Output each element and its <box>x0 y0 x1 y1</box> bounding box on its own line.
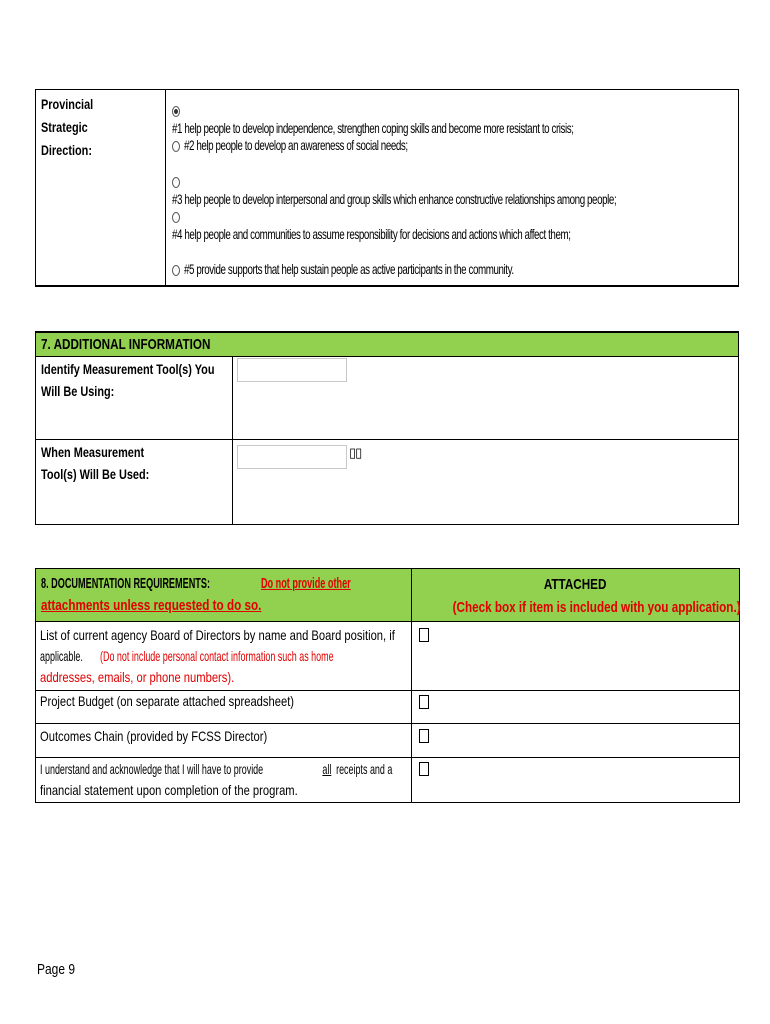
additional-information-header: 7. ADDITIONAL INFORMATION <box>36 333 738 357</box>
receipts-acknowledgement-item: I understand and acknowledge that I will have to provide all receipts and a financial statement upon completion of the program. <box>40 761 393 798</box>
missing-glyph-icons: ▯▯ <box>349 445 362 460</box>
measurement-timing-label: When Measurement Tool(s) Will Be Used: <box>41 444 150 482</box>
radio-icon[interactable] <box>172 177 180 188</box>
measurement-tools-label: Identify Measurement Tool(s) You Will Be Using: <box>41 361 215 399</box>
outcomes-chain-item: Outcomes Chain (provided by FCSS Director) <box>40 728 268 744</box>
page-number: Page 9 <box>37 961 76 978</box>
documentation-requirements-section <box>35 568 740 803</box>
additional-information-section <box>35 331 739 525</box>
documentation-title: 8. DOCUMENTATION REQUIREMENTS: Do not provide other attachments unless requested to do so. <box>41 575 351 614</box>
row-divider <box>36 439 738 440</box>
attached-column-header: ATTACHED (Check box if item is included with you application.) <box>452 576 741 616</box>
provincial-strategic-direction-section <box>35 89 739 287</box>
measurement-tools-input[interactable] <box>237 358 347 382</box>
project-budget-checkbox[interactable] <box>419 695 429 709</box>
provincial-strategic-direction-label: Provincial Strategic Direction: <box>36 90 166 286</box>
radio-icon[interactable] <box>172 265 180 276</box>
measurement-timing-input[interactable] <box>237 445 347 469</box>
strategic-direction-option-2[interactable]: #2 help people to develop an awareness of social needs; <box>172 136 504 154</box>
strategic-direction-option-4[interactable]: #4 help people and communities to assume responsibility for decisions and actions which affect them; <box>172 207 741 225</box>
strategic-direction-option-5[interactable]: #5 provide supports that help sustain people as active participants in the community. <box>172 260 655 278</box>
project-budget-item: Project Budget (on separate attached spreadsheet) <box>40 693 295 709</box>
strategic-direction-option-3[interactable]: #3 help people to develop interpersonal and group skills which enhance constructive relationships among people; <box>172 172 770 190</box>
receipts-acknowledgement-checkbox[interactable] <box>419 762 429 776</box>
row-divider <box>36 723 739 724</box>
strategic-direction-option-1[interactable]: #1 help people to develop independence, strengthen coping skills and become more resistant to crisis; <box>172 101 746 119</box>
radio-icon[interactable] <box>172 212 180 223</box>
row-divider <box>36 757 739 758</box>
outcomes-chain-checkbox[interactable] <box>419 729 429 743</box>
radio-icon[interactable] <box>172 141 180 152</box>
board-of-directors-item: List of current agency Board of Directors by name and Board position, if applicable. (Do not include personal contact information such as home addresses, emails, or phone numbers). <box>40 627 395 685</box>
radio-selected-icon[interactable] <box>172 106 180 117</box>
board-of-directors-checkbox[interactable] <box>419 628 429 642</box>
